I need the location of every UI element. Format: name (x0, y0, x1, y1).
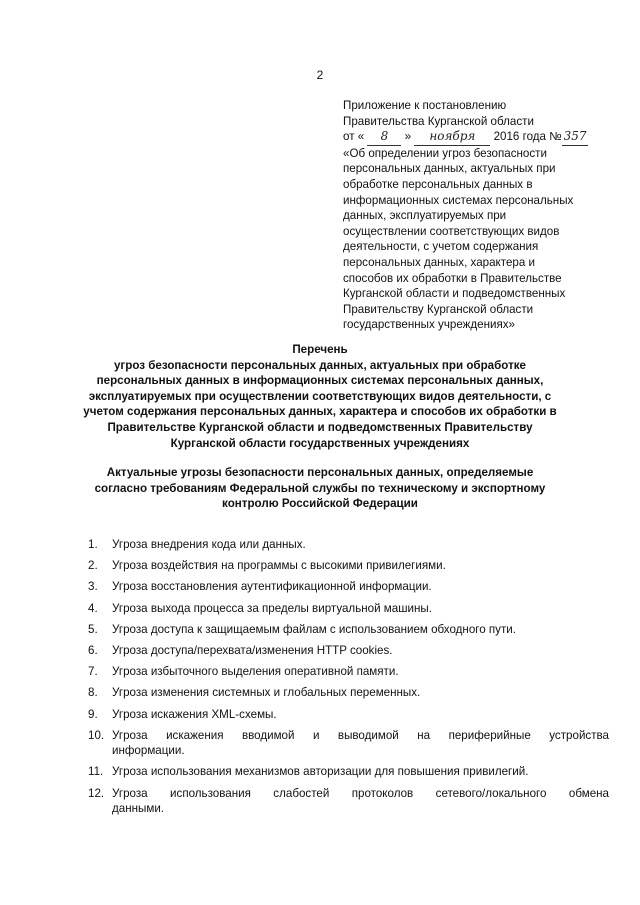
list-item (88, 643, 609, 659)
handwritten-month: ноября (414, 129, 490, 146)
appendix-title-line: информационных системах персональных (343, 193, 574, 207)
item-text: Угроза восстановления аутентификационной информации. (112, 580, 432, 594)
appendix-title-line: Правительству Курганской области (343, 302, 534, 316)
item-number: 1. (88, 538, 98, 551)
list-item (88, 558, 609, 574)
section-heading-line: контролю Российской Федерации (222, 497, 418, 511)
appendix-date-line (343, 129, 605, 146)
item-number: 11. (88, 765, 104, 779)
list-item (88, 622, 609, 638)
appendix-title-line: «Об определении угроз безопасности (343, 146, 547, 160)
item-text: Угроза внедрения кода или данных. (112, 538, 306, 551)
section-heading-line: Актуальные угрозы безопасности персональных данных, определяемые (106, 466, 534, 479)
date-year: 2016 года № (493, 130, 562, 144)
date-mid: » (404, 130, 412, 144)
section-heading (80, 465, 560, 512)
item-number: 3. (88, 580, 98, 594)
title-heading: Перечень (292, 343, 348, 356)
item-number: 12. (88, 786, 105, 800)
item-text: Угроза искажения XML-схемы. (112, 707, 277, 721)
appendix-line-2: Правительства Курганской области (343, 114, 534, 128)
list-item (88, 786, 609, 817)
item-text-continuation: информации. (112, 744, 185, 758)
item-number: 10. (88, 728, 105, 742)
appendix-title-line: осуществлении соответствующих видов (343, 224, 560, 238)
threat-list (88, 537, 609, 822)
title-line: учетом содержания персональных данных, характера и способов их обработки в (83, 405, 557, 419)
item-number: 5. (88, 622, 98, 636)
title-line: персональных данных в информационных системах персональных данных, (96, 374, 544, 388)
appendix-title-line: государственных учреждениях» (343, 318, 516, 332)
item-number: 4. (88, 601, 98, 615)
appendix-title-line: обработке персональных данных в (343, 177, 533, 191)
item-text: Угроза использования слабостей протоколов сетевого/локального обмена (112, 786, 609, 800)
item-number: 2. (88, 559, 98, 573)
title-line: Курганской области государственных учреждениях (170, 436, 470, 450)
list-item (88, 579, 609, 595)
item-text-continuation: данными. (112, 802, 165, 816)
appendix-title-line: способов их обработки в Правительстве (343, 271, 562, 285)
title-line: Правительстве Курганской области и подведомственных Правительству (107, 420, 533, 434)
list-item (88, 764, 609, 780)
item-text: Угроза избыточного выделения оперативной памяти. (112, 665, 399, 679)
appendix-title-line: персональных данных, характера и (343, 255, 535, 269)
appendix-title-line: деятельности, с учетом содержания (343, 240, 539, 254)
title-line: эксплуатируемых при осуществлении соответствующих видов деятельности, с (88, 389, 552, 403)
item-text: Угроза использования механизмов авторизации для повышения привилегий. (112, 765, 529, 779)
title-line: угроз безопасности персональных данных, актуальных при обработке (113, 358, 527, 372)
page-number: 2 (316, 68, 324, 82)
handwritten-day: 8 (367, 129, 401, 146)
item-number: 7. (88, 665, 98, 679)
appendix-title-line: данных, эксплуатируемых при (343, 209, 507, 223)
item-text: Угроза выхода процесса за пределы виртуальной машины. (112, 601, 432, 615)
item-number: 8. (88, 686, 98, 700)
appendix-header (343, 98, 605, 333)
list-item (88, 537, 609, 553)
section-heading-line: согласно требованиям Федеральной службы по техническому и экспортному (94, 481, 546, 495)
list-item (88, 707, 609, 723)
item-text: Угроза искажения вводимой и выводимой на периферийные устройства (112, 728, 609, 742)
date-prefix: от « (343, 130, 365, 144)
item-text: Угроза воздействия на программы с высокими привилегиями. (112, 559, 446, 573)
appendix-title-line: персональных данных, актуальных при (343, 162, 556, 176)
item-text: Угроза доступа к защищаемым файлам с использованием обходного пути. (112, 622, 516, 636)
item-text: Угроза доступа/перехвата/изменения HTTP cookies. (112, 643, 393, 657)
list-item (88, 728, 609, 759)
item-number: 6. (88, 643, 98, 657)
handwritten-number: 357 (562, 129, 588, 146)
appendix-title-line: Курганской области и подведомственных (343, 287, 566, 301)
list-item (88, 601, 609, 617)
item-number: 9. (88, 707, 98, 721)
list-item (88, 685, 609, 701)
item-text: Угроза изменения системных и глобальных переменных. (112, 686, 421, 700)
appendix-line-1: Приложение к постановлению (343, 99, 507, 112)
list-item (88, 664, 609, 680)
document-title (80, 342, 560, 451)
